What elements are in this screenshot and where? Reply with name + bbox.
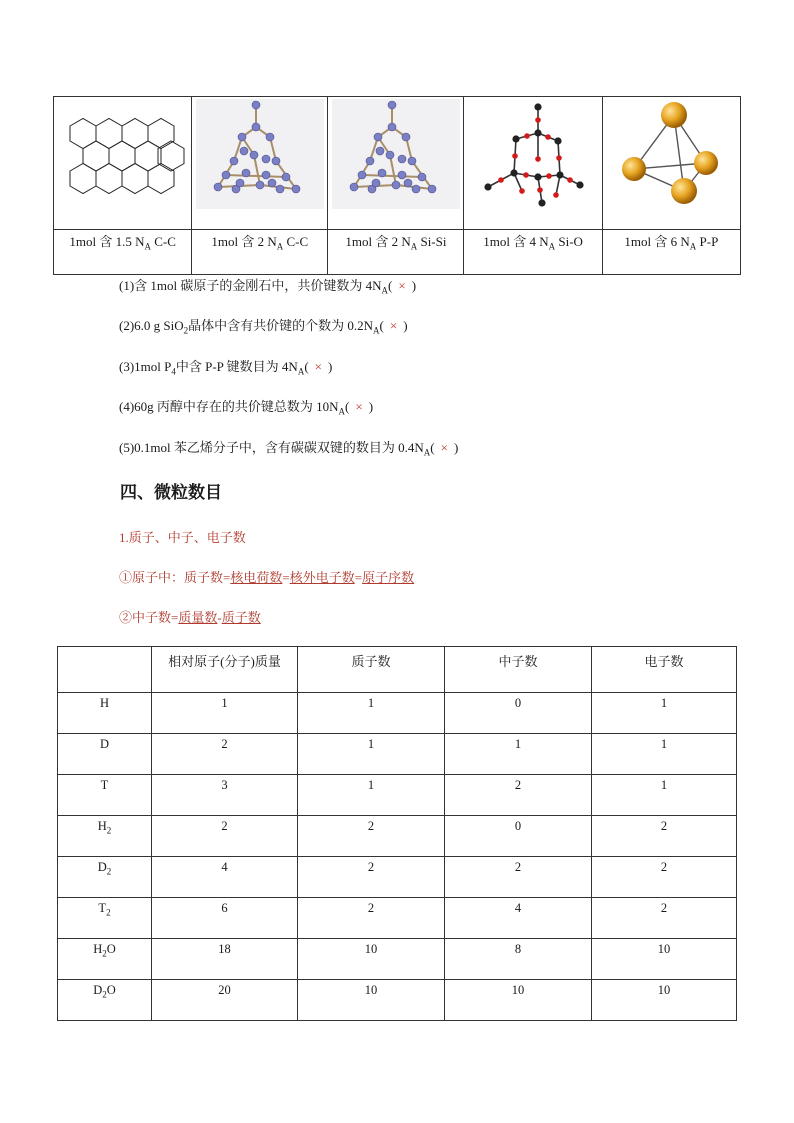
table-cell: 10	[445, 980, 592, 1021]
section-heading: 四、微粒数目	[120, 483, 222, 503]
structure-table	[53, 96, 741, 275]
table-cell: 1	[298, 734, 445, 775]
sub-heading: 1.质子、中子、电子数	[119, 530, 246, 545]
header-cell	[58, 647, 152, 693]
table-cell: 0	[445, 693, 592, 734]
rule-atom: ①原子中：质子数=核电荷数=核外电子数=原子序数	[119, 570, 415, 585]
table-row	[58, 980, 737, 1021]
wrong-mark: ×	[389, 318, 398, 333]
silicon-cell	[328, 97, 464, 230]
table-row	[58, 816, 737, 857]
species-cell: $H_2$	[58, 816, 152, 857]
table-cell: 18	[152, 939, 298, 980]
table-cell: 10	[298, 939, 445, 980]
question-4: (4)60g 丙醇中存在的共价键总数为 $10N_A$( × )	[119, 399, 374, 417]
header-cell: 中子数	[445, 647, 592, 693]
table-cell: 2	[298, 857, 445, 898]
table-cell: 10	[592, 939, 737, 980]
table-cell: 2	[298, 898, 445, 939]
species-cell: $D_2$	[58, 857, 152, 898]
particle-table	[57, 646, 737, 1021]
question-2: (2)6.0 g SiO$_2$晶体中含有共价键的个数为 $0.2N_A$( × )	[119, 318, 408, 336]
graphite-cell	[54, 97, 192, 230]
table-cell: 2	[298, 816, 445, 857]
wrong-mark: ×	[355, 399, 363, 414]
table-cell: 3	[152, 775, 298, 816]
table-cell: 2	[592, 816, 737, 857]
table-cell: 10	[592, 980, 737, 1021]
table-row	[58, 857, 737, 898]
table-cell: 1	[298, 693, 445, 734]
table-cell: 6	[152, 898, 298, 939]
species-cell: $T_2$	[58, 898, 152, 939]
sio2-cell	[464, 97, 602, 230]
table-cell: 1	[445, 734, 592, 775]
wrong-mark: ×	[398, 278, 406, 293]
table-cell: 4	[152, 857, 298, 898]
structure-caption: 1mol 含 4 $N_A$ Si-O	[464, 230, 602, 275]
table-cell: 2	[445, 775, 592, 816]
table-cell: 8	[445, 939, 592, 980]
graphite-hexagon-icon	[58, 99, 188, 227]
species-cell: D	[58, 734, 152, 775]
table-cell: 1	[592, 775, 737, 816]
table-cell: 2	[445, 857, 592, 898]
species-cell: H	[58, 693, 152, 734]
table-row	[58, 898, 737, 939]
table-row	[58, 734, 737, 775]
sio2-lattice-icon	[468, 99, 598, 209]
header-cell: 质子数	[298, 647, 445, 693]
table-row	[58, 775, 737, 816]
table-cell: 4	[445, 898, 592, 939]
diamond-cell	[192, 97, 328, 230]
diamond-lattice-icon	[196, 99, 324, 209]
question-1: (1)含 1mol 碳原子的金刚石中，共价键数为 $4N_A$( × )	[119, 278, 417, 296]
table-cell: 1	[152, 693, 298, 734]
p4-tetrahedron-icon	[606, 99, 736, 211]
p4-cell	[602, 97, 740, 230]
question-3: (3)1mol $P_4$中含 P-P 键数目为 $4N_A$( × )	[119, 359, 333, 377]
table-cell: 2	[592, 857, 737, 898]
wrong-mark: ×	[440, 440, 448, 455]
table-cell: 1	[592, 734, 737, 775]
table-row	[58, 939, 737, 980]
silicon-lattice-icon	[332, 99, 460, 209]
species-cell: $H_2O$	[58, 939, 152, 980]
table-cell: 20	[152, 980, 298, 1021]
table-header-row	[58, 647, 737, 693]
structure-caption: 1mol 含 1.5 $N_A$ C-C	[54, 230, 192, 275]
table-cell: 10	[298, 980, 445, 1021]
table-cell: 2	[152, 816, 298, 857]
structure-caption: 1mol 含 2 $N_A$ Si-Si	[328, 230, 464, 275]
table-cell: 2	[592, 898, 737, 939]
structure-caption: 1mol 含 6 $N_A$ P-P	[602, 230, 740, 275]
header-cell: 电子数	[592, 647, 737, 693]
table-row	[58, 693, 737, 734]
table-cell: 1	[592, 693, 737, 734]
question-5: (5)0.1mol 苯乙烯分子中，含有碳碳双键的数目为 $0.4N_A$( × )	[119, 440, 459, 458]
table-cell: 2	[152, 734, 298, 775]
species-cell: T	[58, 775, 152, 816]
table-cell: 0	[445, 816, 592, 857]
wrong-mark: ×	[314, 359, 323, 374]
rule-neutron: ②中子数=质量数-质子数	[119, 610, 261, 625]
header-cell: 相对原子(分子)质量	[152, 647, 298, 693]
species-cell: $D_2O$	[58, 980, 152, 1021]
table-cell: 1	[298, 775, 445, 816]
structure-caption: 1mol 含 2 $N_A$ C-C	[192, 230, 328, 275]
